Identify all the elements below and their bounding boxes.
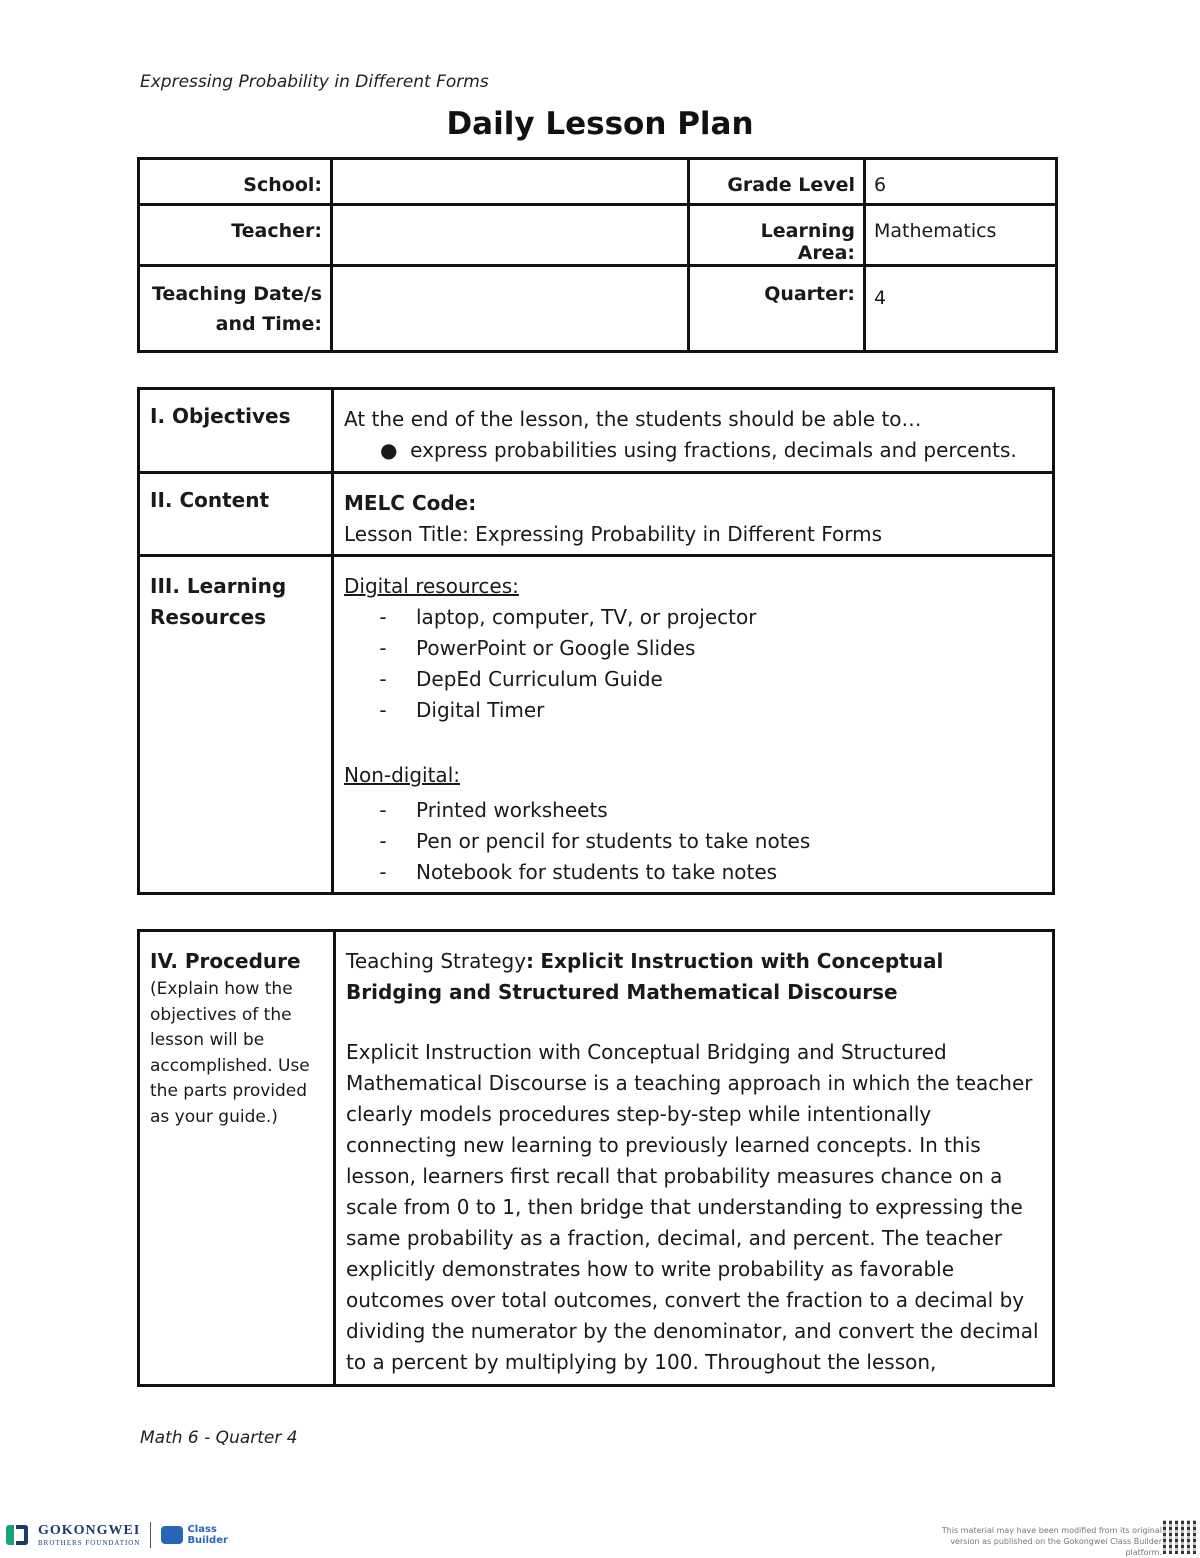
procedure-heading: IV. Procedure	[150, 949, 301, 973]
qr-code-icon	[1163, 1520, 1197, 1554]
logo-sub-text: BROTHERS FOUNDATION	[38, 1539, 141, 1547]
teaching-date-label	[139, 266, 332, 352]
digital-resource-item: DepEd Curriculum Guide	[416, 667, 663, 691]
list-item	[344, 795, 1042, 826]
resources-heading-line2: Resources	[150, 605, 267, 629]
procedure-cell	[335, 931, 1054, 1386]
procedure-body: Explicit Instruction with Conceptual Bridging and Structured Mathematical Discourse is a teaching approach in which the teacher clearly models procedures step-by-step while intentionally connecting new learning to previously learned concepts. In this lesson, learners first recall that probability measures chance on a scale from 0 to 1, then bridge that understanding to expressing the same probability as a fraction, decimal, and percent. The teacher explicitly demonstrates how to write probability as favorable outcomes over total outcomes, convert the fraction to a decimal by dividing the numerator by the denominator, and convert the decimal to a percent by multiplying by 100. Throughout the lesson,	[346, 1040, 1039, 1374]
non-digital-item: Notebook for students to take notes	[416, 860, 778, 884]
melc-code-label: MELC Code:	[344, 491, 477, 515]
dash-bullet: -	[379, 667, 387, 691]
teaching-date-value	[332, 266, 689, 352]
non-digital-item: Printed worksheets	[416, 798, 608, 822]
lesson-info-table	[137, 157, 1058, 353]
procedure-heading-cell	[139, 931, 335, 1386]
teaching-strategy-colon: :	[526, 949, 535, 973]
school-value	[332, 159, 689, 205]
non-digital-item: Pen or pencil for students to take notes	[416, 829, 811, 853]
cb-line2: Builder	[187, 1535, 228, 1546]
bullet-icon: ●	[380, 438, 411, 462]
list-item	[344, 857, 1042, 888]
resources-heading	[139, 556, 333, 894]
dash-bullet: -	[379, 605, 387, 629]
logo-divider	[150, 1522, 151, 1548]
objectives-content-resources-table	[137, 387, 1055, 895]
gokongwei-logo	[6, 1522, 228, 1548]
list-item	[344, 602, 1042, 633]
class-builder-logo-text	[187, 1524, 227, 1546]
quarter-value: 4	[865, 266, 1057, 352]
digital-resource-item: laptop, computer, TV, or projector	[416, 605, 757, 629]
page-title: Daily Lesson Plan	[446, 106, 754, 142]
footer-disclaimer: This material may have been modified from its original version as published on the Gokongwei Class Builder platform.	[941, 1526, 1162, 1557]
digital-resource-item: PowerPoint or Google Slides	[416, 636, 696, 660]
procedure-note: (Explain how the objectives of the lesson will be accomplished. Use the parts provided as your guide.)	[150, 979, 310, 1127]
school-label: School:	[139, 159, 332, 205]
resources-heading-line1: III. Learning	[150, 574, 287, 598]
learning-area-value: Mathematics	[865, 205, 1057, 266]
list-item	[344, 826, 1042, 857]
grade-level-value: 6	[865, 159, 1057, 205]
content-heading: II. Content	[139, 473, 333, 556]
grade-level-label: Grade Level	[689, 159, 865, 205]
list-item	[344, 633, 1042, 664]
teaching-strategy-name: Explicit Instruction with Conceptual Bridging and Structured Mathematical Discourse	[346, 949, 944, 1004]
footer-course: Math 6 - Quarter 4	[140, 1428, 298, 1448]
dash-bullet: -	[379, 798, 387, 822]
list-item	[344, 695, 1042, 726]
teacher-label: Teacher:	[139, 205, 332, 266]
non-digital-label: Non-digital:	[344, 763, 460, 787]
logo-main-text: GOKONGWEI	[38, 1523, 141, 1538]
resources-cell	[333, 556, 1054, 894]
quarter-label: Quarter:	[689, 266, 865, 352]
list-item	[344, 664, 1042, 695]
dash-bullet: -	[379, 698, 387, 722]
digital-resource-item: Digital Timer	[416, 698, 545, 722]
teaching-date-label-line1: Teaching Date/s	[152, 283, 322, 305]
teaching-strategy-label: Teaching Strategy	[346, 949, 527, 973]
dash-bullet: -	[379, 636, 387, 660]
dash-bullet: -	[379, 860, 387, 884]
class-builder-icon	[161, 1526, 183, 1544]
gokongwei-logo-icon	[6, 1523, 30, 1547]
content-cell	[333, 473, 1054, 556]
objectives-heading: I. Objectives	[139, 389, 333, 473]
teaching-strategy	[346, 946, 1042, 1008]
teaching-date-label-line2: and Time:	[215, 313, 322, 335]
teacher-value	[332, 205, 689, 266]
digital-resources-label: Digital resources:	[344, 574, 519, 598]
objective-bullet-text: express probabilities using fractions, decimals and percents.	[410, 438, 1017, 462]
dash-bullet: -	[379, 829, 387, 853]
objectives-cell	[333, 389, 1054, 473]
objectives-intro: At the end of the lesson, the students should be able to…	[344, 407, 922, 431]
learning-area-label: Learning Area:	[689, 205, 865, 266]
procedure-table	[137, 929, 1055, 1387]
cb-line1: Class	[187, 1524, 217, 1535]
objective-bullet-item	[344, 435, 1042, 466]
lesson-title-line: Lesson Title: Expressing Probability in Different Forms	[344, 522, 883, 546]
running-header: Expressing Probability in Different Forms	[140, 72, 489, 92]
